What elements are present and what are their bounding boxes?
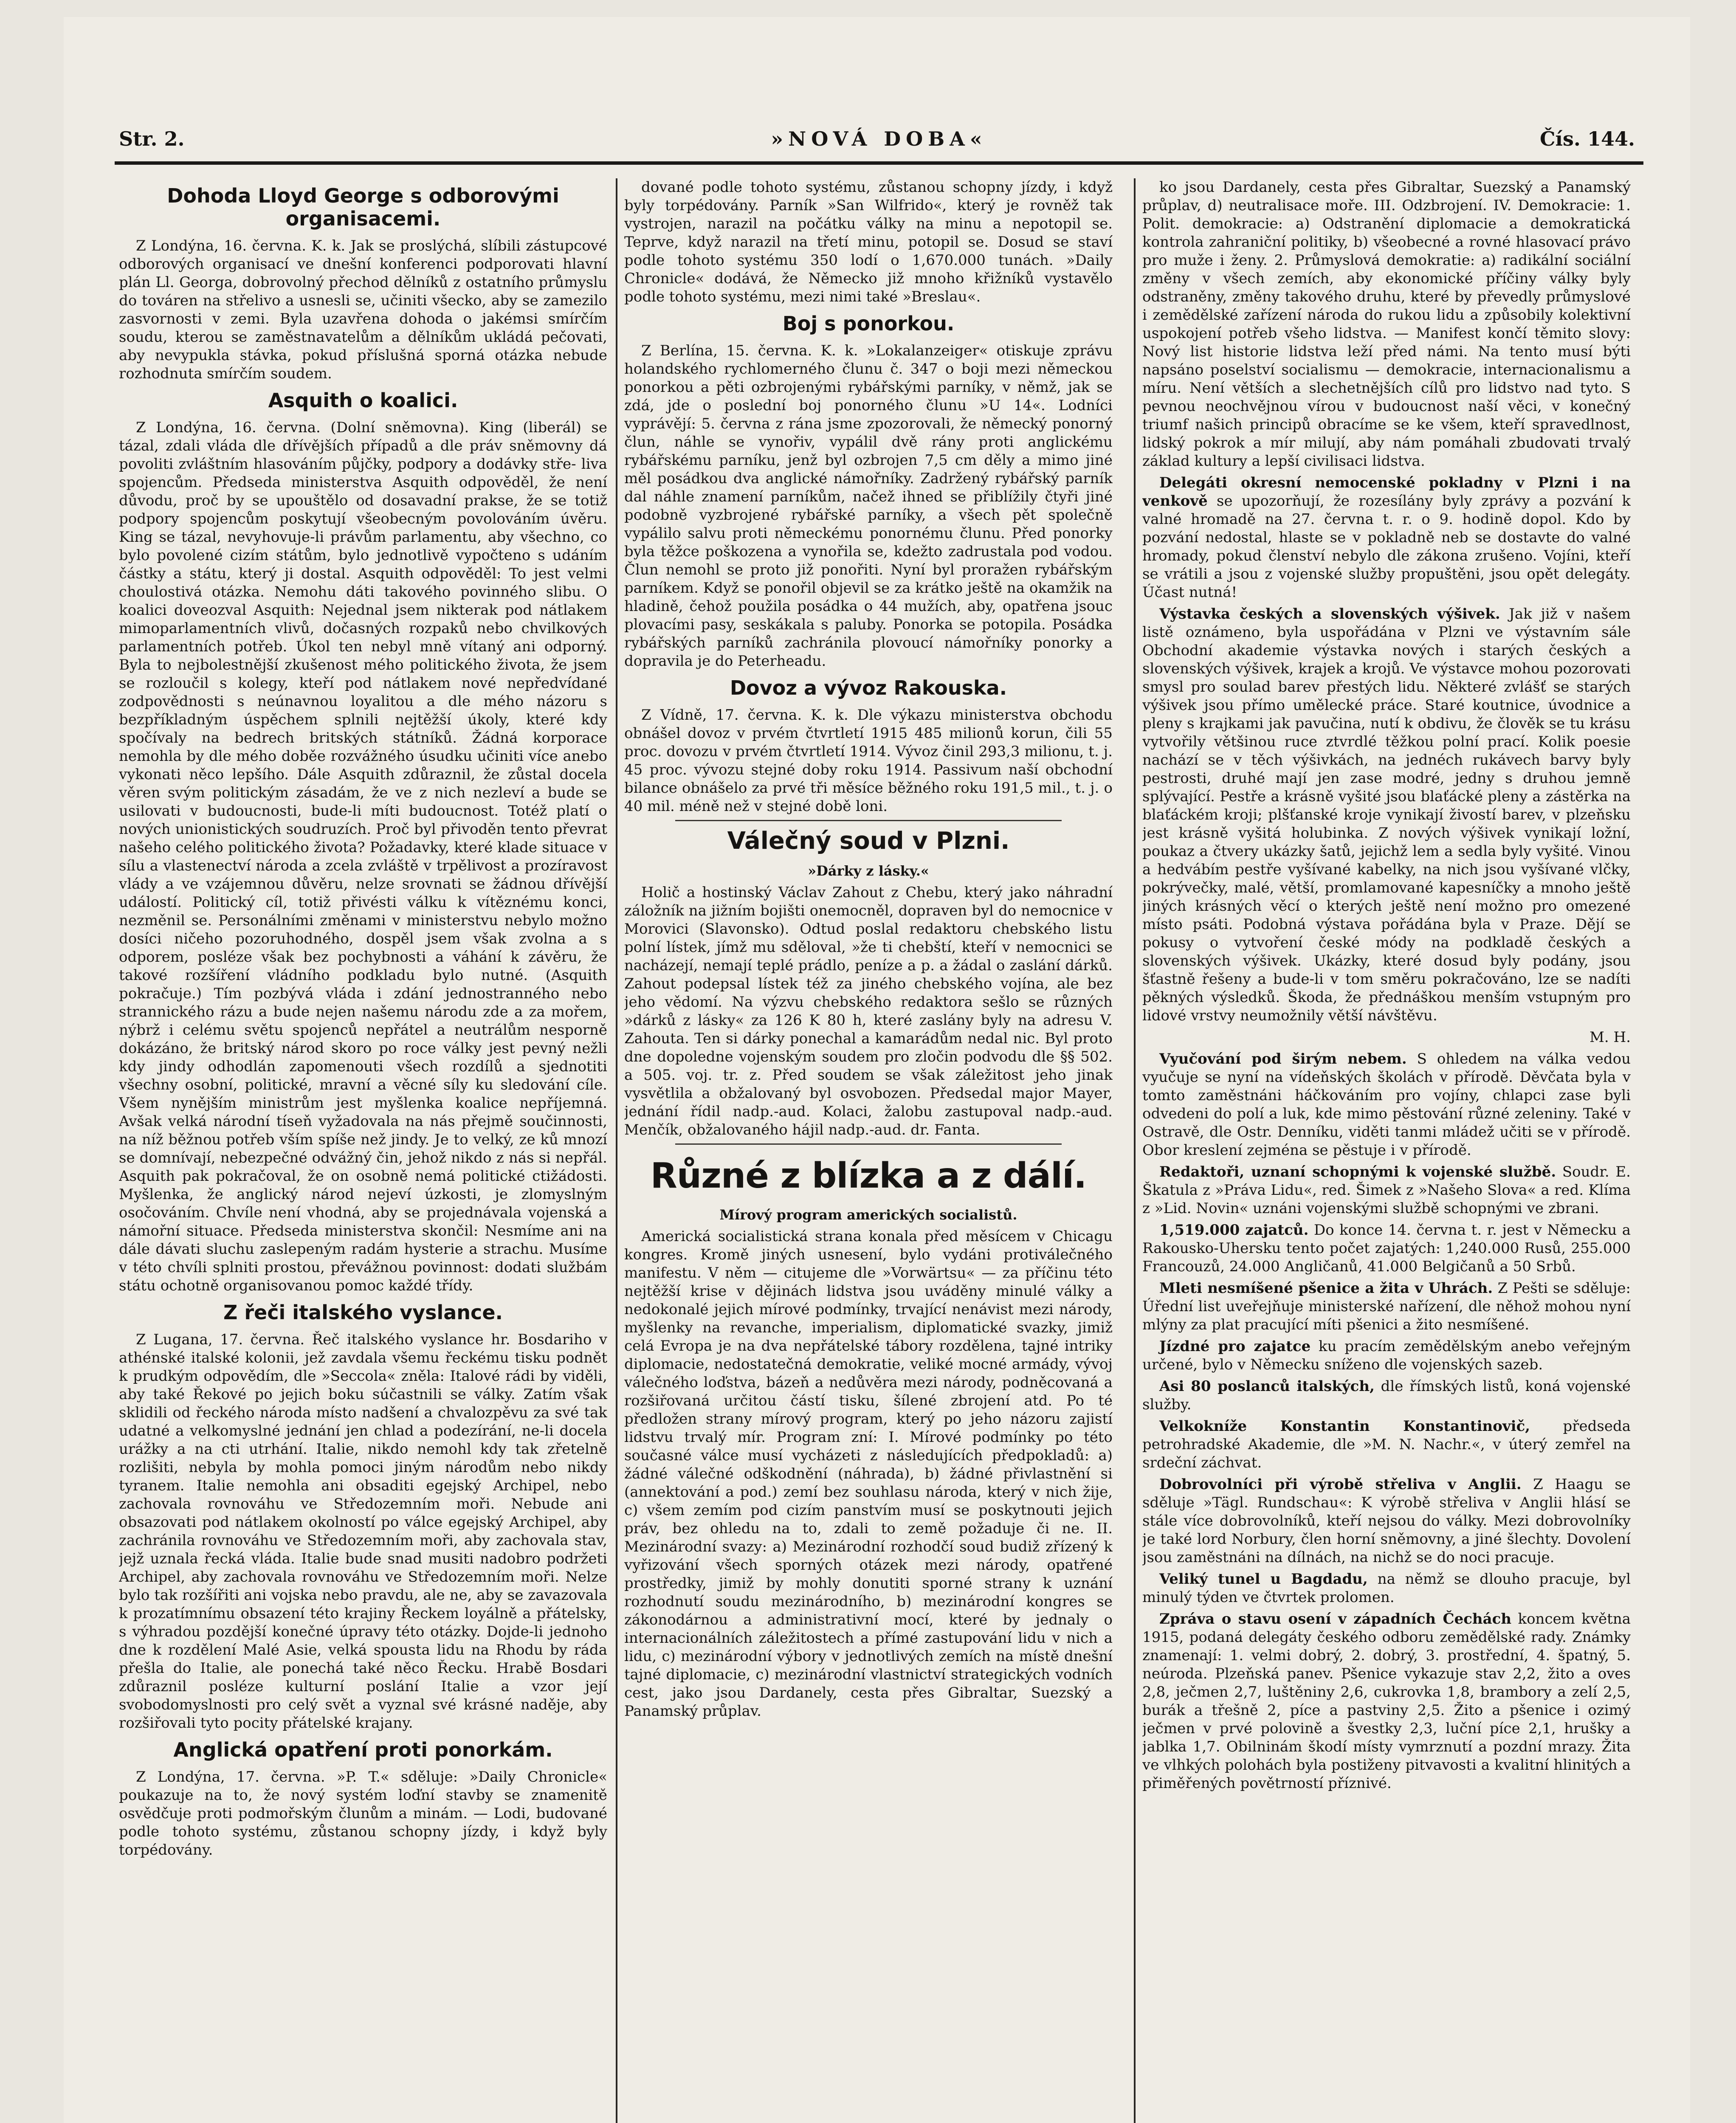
article-body: dované podle tohoto systému, zůstanou schopny jízdy, i když byly torpédovány. Parník »San Wilfrido«, který je rovněž tak vystrojen, narazil na počátku války na minu a nepotopil se. Teprve, když narazil na třetí minu, potopil se. Dosud se staví podle tohoto systému 350 lodí o 1,670.000 tunách. »Daily Chronicle« dodává, že Německo již mnoho křižníků vystavělo podle tohoto systému, mezi nimi také »Breslau«. — [624, 179, 1113, 305]
news-item-body: koncem května 1915, podaná delegáty českého odboru zemědělské rady. Známky znamenají: 1. velmi dobrý, 2. dobrý, 3. prostřední, 4. špatný, 5. neúroda. Plzeňská panev. Pšenice vykazuje stav 2,2, žito a oves 2,8, ječmen 2,7, luštěniny 2,6, cukrovka 1,8, brambory a zelí 2,5, burák a třešně 2, píce a pastviny 2,5. Žito a pšenice i ozimý ječmen v prvé polovině a švestky 2,3, luční píce 2,1, hrušky a jablka 1,7. Obilninám škodí místy vymrznutí a pozdní mrazy. Žita ve vlhkých polohách byla postiženy pitvavosti a kvalitní hlinitých a přiměřených povětrností příznivé. — [1142, 1611, 1631, 1792]
column-1 — [119, 178, 607, 2123]
news-item-body: Jak již v našem listě oznámeno, byla uspořádána v Plzni ve výstavním sále Obchodní akademie výstavka nových i starých českých a slovenských výšivek, krajek a krojů. Ve výstavce mohou pozorovati smysl pro soulad barev přestých lidu. Některé zvlášť se starých výšivek jsou přímo umělecké práce. Staré koutnice, úvodnice a pleny s krajkami jak pavučina, nutí k obdivu, že člověk se tu krásu vytvořily většinou ruce ztvrdlé těžkou polní prací. Kolik poesie nachází se v těch výšivkách, na jednéch rukávech barvy byly pestrosti, druhé mají jen zase modré, jedny s druhou jemně splývající. Pestře a krásně vyšité jsou blaťácké pleny a zástěrka na blaťáckém kroji; plšťanské kroje vynikají živostí barev, v plzeňsku jest krásně vyšitá holubinka. Z nových výšivek vynikají ložní, poukaz a čtvery ukázky šatů, jejichž lem a sedla byly vyšité. Vinou a hedvábím pestře vyšívané kabelky, na nich jsou vyšívané vlčky, pokrývečky, malé, větší, promlamované kapesníčky a mnoho ještě jiných krásných věcí o kterých ještě není možno pro omezené místo psáti. Podobná výstava pořádána byla v Praze. Dějí se pokusy o vytvoření české módy na podkladě českých a slovenských výšivek. Ukázky, které dosud byly podány, jsou šťastně řešeny a bude-li v tom směru pokračováno, lze se nadíti pěkných výsledků. Škoda, že přednáškou menším vstupným pro lidové vrstvy neumožnily větší návštěvu. — [1142, 605, 1631, 1024]
separator — [675, 820, 1062, 821]
issue-number: Čís. 144. — [1539, 127, 1635, 150]
news-item-title: Delegáti okresní nemocenské pokladny v Plzni i na venkově — [1142, 474, 1631, 510]
news-item — [1142, 1337, 1631, 1374]
article-body: Z Vídně, 17. června. K. k. Dle výkazu ministerstva obchodu obnášel dovoz v prvém čtvrtletí 1915 485 milionů korun, čili 55 proc. dovozu v prvém čtvrtletí 1914. Vývoz činil 293,3 milionu, t. j. 45 proc. vývozu stejné doby roku 1914. Passivum naší obchodní bilance obnášelo za prvé tři měsíce běžného roku 191,5 mil., t. j. o 40 mil. méně než v stejné době loni. — [624, 707, 1113, 815]
news-item — [1142, 1279, 1631, 1334]
article-body: Z Londýna, 16. června. (Dolní sněmovna). King (liberál) se tázal, zdali vláda dle dřívějších případů a dle práv sněmovny dá povoliti zvláštním hlasováním půjčky, podpory a dodávky stře- liva spojencům. Předseda ministerstva Asquith odpověděl, že není důvodu, proč by se upouštělo od dosavadní prakse, že se totiž podpory spojencům poskytují všeobecným povolováním úvěru. King se tázal, nevyhovuje-li právům parlamentu, aby všechno, co bylo povolené cizím státům, bylo jednotlivě vypočteno s udáním částky a státu, který ji dostal. Asquith odpověděl: To jest velmi choulostivá otázka. Nemohu dáti takového povinného slibu. O koalici doveozval Asquith: Nejednal jsem nikterak pod nátlakem mimoparlamentních vlivů, dočasných rozpaků nebo chvilkových parlamentních potřeb. Úkol ten nebyl mně vítaný ani odporný. Byla to nejbolestnější zkušenost mého politického života, že jsem se rozloučil s kolegy, kteří pod nátlakem nové nepředvídané zodpovědnosti s neúnavnou loyalitou a dle mého názoru s bezpříkladným úspěchem splnili nejtěžší úkoly, které kdy spočívaly na bedrech britských státníků. Žádná korporace nemohla by dle mého doběe rozvážného úsudku učiniti více anebo vykonati něco lepšího. Dále Asquith zdůraznil, že zůstal docela věren svým politickým zásadám, že ve z nich nezleví a bude se usilovati v budoucnosti, bude-li míti budoucnost. Totéž platí o nových unionistických soudruzích. Proč byl přivoděn tento převrat našeho celého politického života? Požadavky, které klade situace v sílu a vlastenectví národa a zcela zvláště v trpělivost a prozíravost vlády a ve vzájemnou důvěru, nelze srovnati se žádnou dřívější událostí. Politický cíl, totiž přivésti válku k vítěznému konci, nezměnil se. Personálními změnami v ministerstvu nebylo možno dosíci ničeho pozoruhodného, dospěl jsem však zvolna a s odporem, posléze však bez pochybnosti a váhání k závěru, že takové rozšíření vládního podkladu bylo nutné. (Asquith pokračuje.) Tím pozbývá vláda i zdání jednostranného nebo strannického rázu a bude nejen našemu národu zde a za mořem, nýbrž i celému světu spojenců nepřátel a neutrálům nesporně dokázáno, že britský národ skoro po roce války jest pevný nežli kdy jindy odhodlán zapomenouti všech rozdílů a sjednotiti všechny osobní, politické, mravní a věcné síly ku sledování cíle. Všem nynějším ministrům jest myšlenka koalice nepříjemná. Avšak velká národní tíseň vyžadovala na nás přejmě součinnosti, na níž běžnou potřeb vším spíše než jindy. Je to velký, ze ků mnozí se domnívají, nebezpečné odvážný čin, jehož nikdo z nás si nepřál. Asquith pak pokračoval, že on osobně nemá politické ctižádosti. Myšlenka, že anglický národ nejeví úzkosti, je zlomyslným osočováním. Chvíle není vhodná, aby se projednávala vojenská a námořní situace. Předseda ministerstva skončil: Nesmíme ani na dále dávati sluchu zaslepeným radám hysterie a strachu. Musíme v této chvíli splniti prostou, převážnou povinnost: dodati službám státu ochotně organisovanou pomoc každé třídy. — [119, 419, 607, 1294]
news-item-title: Redaktoři, uznaní schopnými k vojenské službě. — [1159, 1163, 1556, 1180]
signature: M. H. — [1589, 1029, 1631, 1046]
news-item-title: 1,519.000 zajatců. — [1159, 1222, 1309, 1239]
news-item-title: Zpráva o stavu osení v západních Čechách — [1159, 1611, 1512, 1627]
article-headline: Dohoda Lloyd George s odborovými organisacemi. — [167, 184, 559, 230]
news-item-title: Dobrovolníci při výrobě střeliva v Anglii. — [1159, 1476, 1522, 1493]
news-item-body: S ohledem na válka vedou vyučuje se nyní na vídeňských školách v přírodě. Děvčata byla v tomto zaměstnáni háčkováním pro vojíny, chlapci zase byli odvedeni do polí a luk, kde mimo pěstování různé zeleniny. Také v Ostravě, dle Ostr. Denníku, viděti tanmi mládež učiti se v přírodě. Obor kreslení zejména se pěstuje i v přírodě. — [1142, 1050, 1631, 1159]
news-item-body: se upozorňují, že rozesílány byly zprávy a pozvání k valné hromadě na 27. června t. r. o 9. hodině dopol. Kdo by pozvání nedostal, hlaste se v pokladně neb se dostavte do valné hromady, pokud členství nebylo dle zákona zrušeno. Vojíni, kteří se vrátili a jsou z vojenské služby propuštěni, jsou opět delegáty. Účast nutná! — [1142, 493, 1631, 601]
news-item-body: ku pracím zemědělským anebo veřejným určené, bylo v Německu sníženo dle vojenských sazeb. — [1142, 1338, 1631, 1373]
article-headline: Válečný soud v Plzni. — [727, 827, 1010, 855]
news-item-title: Veliký tunel u Bagdadu, — [1159, 1571, 1368, 1588]
page-header — [115, 115, 1643, 165]
news-item-body: Do konce 14. června t. r. jest v Německu a Rakousko-Uhersku tento počet zajatých: 1,240.000 Rusů, 255.000 Francouzů, 24.000 Angličanů, 41.000 Belgičanů a 50 Srbů. — [1142, 1222, 1631, 1275]
article-kicker: Mírový program amerických socialistů. — [719, 1207, 1017, 1223]
news-item-title: Velkokníže Konstantin Konstantinovič, — [1159, 1418, 1530, 1435]
column-divider — [1134, 178, 1136, 2123]
news-item-body: předseda petrohradské Akademie, dle »M. N. Nachr.«, v úterý zemřel na srdeční záchvat. — [1142, 1418, 1631, 1471]
news-item-body: na němž se dlouho pracuje, byl minulý týden ve čtvrtek prolomen. — [1142, 1571, 1631, 1606]
article-body: Americká socialistická strana konala před měsícem v Chicagu kongres. Kromě jiných usnesení, bylo vydáni protiválečného manifestu. V něm — citujeme dle »Vorwärtsu« — za příčinu této nejtěžší krise v dějinách lidstva jsou uváděny minulé války a nedokonalé jejich mírové podmínky, trvající nenávist mezi národy, myšlenky na revanche, imperialism, diplomatické svazky, jimiž celá Evropa je na dva nepřátelské tábory rozdělena, tajné intriky diplomacie, nedostatečná demokratie, veliké mocné armády, vývoj válečného loďstva, bázeň a nedůvěra mezi národy, podněcovaná a rozšiřovaná určitou částí tisku, šílené zbrojení atd. Po té předložen strany mírový program, který po jeho názoru zajistí lidstvu trvalý mír. Program zní: I. Mírové podmínky po této současné válce musí vycházeti z následujících předpokladů: a) žádné válečné odškodnění (náhrada), b) žádné přivlastnění si (annektování a pod.) zemí bez souhlasu národa, který v nich žije, c) všem zemím pod cizím panstvím musí se poskytnouti jejich práv, bez ohledu na to, zdali to země požaduje či ne. II. Mezinárodní svazy: a) Mezinárodní rozhodčí soud budiž zřízený k vyřizování všech sporných otázek mezi národy, opatřené prostředky, jimiž by mohly donutiti sporné strany k uznání rozhodnutí soudu mezinárodního, b) mezinárodní kongres se zákonodárnou a administrativní mocí, které by jednaly o internacionálních záležitostech a přímé zastupování lidu v nich a lidu, c) mezinárodní výbory v jednotlivých zemích na místě dnešní tajné diplomacie, c) mezinárodní vlastnictví strategických vodních cest, jako jsou Dardanely, cesta přes Gibraltar, Suezský a Panamský průplav. — [624, 1228, 1113, 1720]
article-body: Z Lugana, 17. června. Řeč italského vyslance hr. Bosdariho v athénské italské kolonii, jež zavdala všemu řeckému tisku podnět k prudkým odpovědím, dle »Seccola« zněla: Italové rádi by viděli, aby také Řekové po jejich boku súčastnili se války. Zatím však sklidili od řeckého národa místo nadšení a chvalozpěvu za své tak udatné a velkomyslné jednání jen chlad a podezírání, ne-li docela urážky a na cti utrhání. Italie, nikdo nemohl kdy tak zřetelně rozlišiti, nebyla by mohla pomoci jiným národům nebo nikdy tyranem. Italie nemohla ani obsaditi egejský Archipel, nebo zachovala rovnováhu ve Středozemním moři. Nebude ani obsazovati pod nátlakem okolností po válce egejský Archipel, aby zachránila rovnováhu ve Středozemním moři, aby zachovala stav, jejž uznala řecká vláda. Italie bude snad musiti nadobro podržeti Archipel, aby zachovala rovnováhu ve Středozemním moři. Nelze bylo tak rozšířiti ani vojska nebo pravdu, ale ne, aby se zavazovala k prozatímnímu obsazení této krajiny Řeckem loyálně a přátelsky, s výhradou pozdější konečné úpravy této otázky. Dojde-li jednoho dne k rozdělení Malé Asie, velká spousta lidu na Rhodu by ráda přešla do Italie, ale ponechá také něco Řecku. Hrabě Bosdari zdůraznil posléze kulturní poslání Italie a vzor její svobodomyslnosti pro celý svět a vyznal své krásné naděje, aby rozšiřovali tyto pocity přátelské krajany. — [119, 1331, 607, 1732]
newspaper-page — [64, 17, 1690, 2123]
article-body: Holič a hostinský Václav Zahout z Chebu, který jako náhradní záložník na jižním bojišti onemocněl, dopraven byl do nemocnice v Morovici (Slavonsko). Odtud poslal redaktoru chebského listu polní lístek, jímž mu sděloval, »že ti chebští, kteří v nemocnici se nacházejí, nemají teplé prádlo, peníze a p. a žádal o zaslání dárků. Zahout podepsal lístek též za jiného chebského vojína, ale bez jeho vědomí. Na výzvu chebského redaktora sešlo se různých »dárků z lásky« za 126 K 80 h, které zaslány byly na adresu V. Zahouta. Ten si dárky ponechal a kamarádům nedal nic. Byl proto dne dopoledne vojenským soudem pro zločin podvodu dle §§ 502. a 505. voj. tr. z. Před soudem se však záležitost jeho jinak vysvětlila a obžalovaný byl osvobozen. Předsedal major Mayer, jednání řídil nadp.-aud. Kolaci, žalobu zastupoval nadp.-aud. Menčík, obžalovaného hájil nadp.-aud. dr. Fanta. — [624, 884, 1113, 1138]
article-body: Z Londýna, 17. června. »P. T.« sděluje: »Daily Chronicle« poukazuje na to, že nový systém loďní stavby se znamenitě osvědčuje proti podmořským člunům a minám. — Lodi, budované podle tohoto systému, zůstanou schopny jízdy, i když byly torpédovány. — [119, 1768, 607, 1858]
news-item-title: Vyučování pod širým nebem. — [1159, 1050, 1407, 1067]
article-headline: Anglická opatření proti ponorkám. — [173, 1738, 553, 1761]
news-item-title: Mleti nesmíšené pšenice a žita v Uhrách. — [1159, 1280, 1493, 1297]
news-item-title: Asi 80 poslanců italských, — [1159, 1378, 1375, 1395]
news-item-body: dle římských listů, koná vojenské služby. — [1142, 1378, 1631, 1413]
news-item — [1142, 1475, 1631, 1567]
news-item — [1142, 605, 1631, 1025]
news-item — [1142, 1050, 1631, 1160]
article-body: Z Londýna, 16. června. K. k. Jak se proslýchá, slíbili zástupcové odborových organisací ve dnešní konferenci podporovati hlavní plán Ll. Georga, dobrovolný přechod dělníků z ostatního průmyslu do továren na střelivo a usnesli se, učiniti všecko, aby se zamezilo zasvornosti v zemi. Byla uzavřena dohoda o jakémsi smírčím soudu, kterou se zaměstnavatelům a dělníkům ukládá pečovati, aby nevypukla stávka, pokud příslušná sporná otázka nebude rozhodnuta smírčím soudem. — [119, 237, 607, 382]
article-headline: Dovoz a vývoz Rakouska. — [730, 676, 1007, 699]
news-item — [1142, 1570, 1631, 1607]
news-item — [1142, 1377, 1631, 1414]
article-body: Z Berlína, 15. června. K. k. »Lokalanzeiger« otiskuje zprávu holandského rychlomerného člunu č. 347 o boji mezi německou ponorkou a pěti ozbrojenými rybářskými parníky, v němž, jak se zdá, jde o poslední boj ponorného člunu »U 14«. Lodníci vyprávějí: 5. června z rána jsme zpozorovali, že německý ponorný člun, náhle se vynořiv, vypálil dvě rány proti anglickému rybářskému parníku, jenž byl ozbrojen 7,5 cm děly a mimo jiné měl posádkou dva anglické námořníky. Zadržený rybářský parník dal náhle znamení parníkům, načež ihned se přiblížily čtyři jiné podobně vyzbrojené rybářské parníky, a všech pět společně vypálilo salvu proti německému ponornému člunu. Před ponorky byla těžce poškozena a vynořila se, kdežto zadrustala pod vodou. Člun nemohl se proto již ponořiti. Nyní byl proražen rybářským parníkem. Když se ponořil objevil se za krátko ještě na okamžik na hladině, čehož použila posádka o 44 mužích, aby, opatřena jsouc plovacími pasy, seskákala s paluby. Ponorka se potopila. Posádka rybářských parníků zachránila plovoucí námořníky ponorky a dopravila je do Peterheadu. — [624, 342, 1113, 670]
article-body: ko jsou Dardanely, cesta přes Gibraltar, Suezský a Panamský průplav, d) neutralisace moře. III. Odzbrojení. IV. Demokracie: 1. Polit. demokracie: a) Odstranění diplomacie a demokratická kontrola zahraniční politiky, b) všeobecné a rovné hlasovací právo pro muže i ženy. 2. Průmyslová demokratie: a) radikální sociální změny v všech zemích, aby ekonomické příčiny války byly odstraněny, změny takového druhu, které by převedly průmyslové i zemědělské zařízení národa do rukou lidu a způsobily kolektivní uspokojení potřeb všeho lidstva. — Manifest končí těmito slovy: Nový list historie lidstva leží před námi. Na tento musí býti napsáno poselství socialismu — demokracie, internacionalismu a míru. Není větších a slechetnějších cílů pro lidstvo nad tyto. S pevnou neochvějnou vírou v budoucnost naší věci, v konečný triumf našich principů obracíme se ke všem, kteří spravedlnost, lidský pokrok a mír milují, aby nám pomáhali zbudovati trvalý základ kultury a lepší civilisaci lidstva. — [1142, 179, 1631, 470]
news-item — [1142, 474, 1631, 602]
article-kicker: »Dárky z lásky.« — [808, 863, 929, 879]
masthead-title: »NOVÁ DOBA« — [771, 127, 987, 150]
news-item-body: Z Haagu se sděluje »Tägl. Rundschau«: K výrobě střeliva v Anglii hlásí se stále více dobrovolníků, kteří nejsou do války. Mezi dobrovolníky je také lord Norbury, člen horní sněmovny, a jiné šlechty. Dovolení jsou zaměstnáni na dílnách, na nichž se do noci pracuje. — [1142, 1476, 1631, 1566]
article-headline: Z řeči italského vyslance. — [223, 1301, 503, 1324]
column-divider — [616, 178, 617, 2123]
article-headline: Boj s ponorkou. — [782, 312, 955, 335]
news-item-body: Z Pešti se sděluje: Úřední list uveřejňuje ministerské nařízení, dle něhož mohou nyní mlýny za plat pracující míti pšenici a žito nesmíšené. — [1142, 1280, 1631, 1333]
column-2 — [624, 178, 1113, 2123]
news-item-title: Jízdné pro zajatce — [1159, 1338, 1311, 1355]
column-3 — [1142, 178, 1631, 2123]
news-item — [1142, 1221, 1631, 1276]
news-item-body: Soudr. E. Škatula z »Práva Lidu«, red. Šimek z »Našeho Slova« a red. Klíma z »Lid. Novin« uznáni vojenskými službě schopnými ve zbrani. — [1142, 1163, 1631, 1217]
news-item — [1142, 1163, 1631, 1218]
section-headline: Různé z blízka a z dálí. — [650, 1156, 1087, 1196]
news-item — [1142, 1610, 1631, 1793]
news-item — [1142, 1417, 1631, 1472]
page-number: Str. 2. — [119, 127, 185, 150]
news-item-title: Výstavka českých a slovenských výšivek. — [1159, 605, 1500, 622]
separator — [675, 1143, 1062, 1145]
article-headline: Asquith o koalici. — [268, 389, 458, 412]
